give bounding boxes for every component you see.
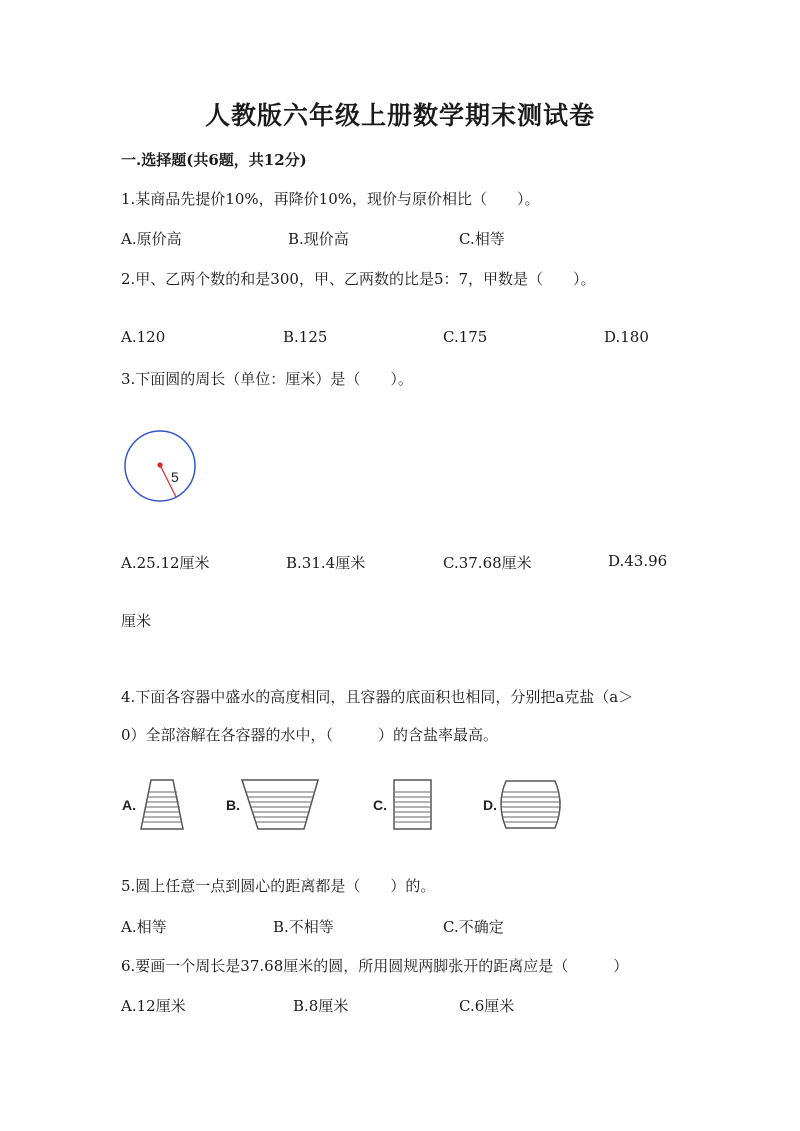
container-a-label: A. [122, 797, 136, 813]
q2-option-b: B.125 [283, 328, 328, 346]
radius-label: 5 [171, 469, 179, 485]
q3-option-d: D.43.96 [608, 552, 668, 570]
question-4-stem-line1: 4.下面各容器中盛水的高度相同，且容器的底面积也相同，分别把a克盐（a＞ [121, 688, 634, 706]
page-title: 人教版六年级上册数学期末测试卷 [204, 101, 595, 130]
question-1-stem: 1.某商品先提价10%，再降价10%，现价与原价相比（ ）。 [121, 190, 540, 208]
q5-option-a: A.相等 [121, 918, 167, 936]
q6-option-b: B.8厘米 [293, 997, 349, 1015]
container-d-label: D. [483, 797, 497, 813]
q1-option-a: A.原价高 [121, 230, 182, 248]
circle-figure [124, 430, 198, 504]
q5-option-c: C.不确定 [443, 918, 504, 936]
question-6-stem: 6.要画一个周长是37.68厘米的圆，所用圆规两脚张开的距离应是（ ） [121, 957, 629, 975]
q1-option-b: B.现价高 [288, 230, 349, 248]
container-c-label: C. [373, 797, 387, 813]
section-heading: 一.选择题(共6题，共12分) [121, 151, 307, 169]
container-b-label: B. [226, 797, 240, 813]
question-3-stem: 3.下面圆的周长（单位：厘米）是（ ）。 [121, 370, 413, 388]
q6-option-c: C.6厘米 [459, 997, 515, 1015]
q3-option-c: C.37.68厘米 [443, 554, 532, 572]
container-d-icon [501, 781, 561, 828]
question-4-stem-line2: 0）全部溶解在各容器的水中，（ ）的含盐率最高。 [121, 726, 499, 744]
container-b-icon [242, 780, 318, 829]
q2-option-a: A.120 [121, 328, 166, 346]
container-c-icon [394, 780, 431, 829]
q3-option-d-wrap: 厘米 [121, 612, 152, 630]
q5-option-b: B.不相等 [273, 918, 334, 936]
q3-option-b: B.31.4厘米 [286, 554, 366, 572]
question-5-stem: 5.圆上任意一点到圆心的距离都是（ ）的。 [121, 877, 436, 895]
q1-option-c: C.相等 [459, 230, 505, 248]
question-2-stem: 2.甲、乙两个数的和是300，甲、乙两数的比是5：7，甲数是（ ）。 [121, 270, 596, 288]
containers-figure [118, 772, 588, 842]
q2-option-c: C.175 [443, 328, 488, 346]
q2-option-d: D.180 [604, 328, 649, 346]
q6-option-a: A.12厘米 [121, 997, 186, 1015]
container-a-icon [141, 780, 183, 829]
q3-option-a: A.25.12厘米 [121, 554, 210, 572]
